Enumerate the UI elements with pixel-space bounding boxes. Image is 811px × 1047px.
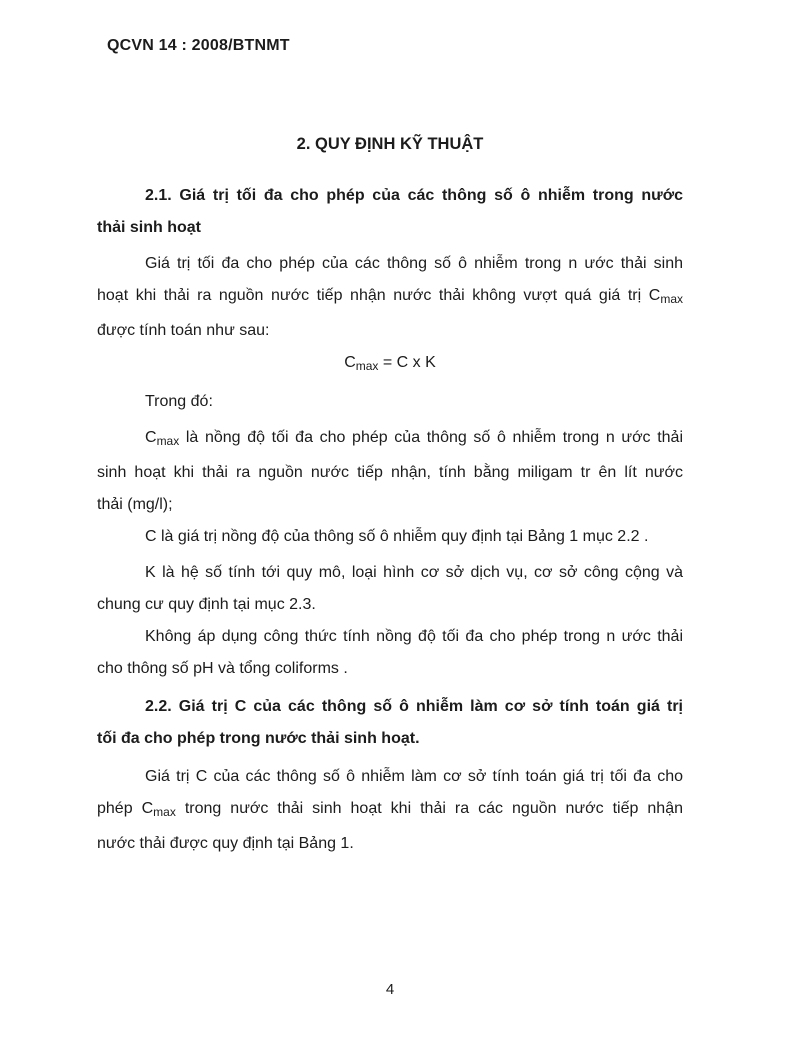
heading-2-2-line-2: tối đa cho phép trong nước thải sinh hoạt.	[97, 730, 420, 747]
where-label: Trong đó:	[145, 393, 213, 410]
text-run: phép C	[97, 800, 154, 817]
paragraph-c-value	[97, 761, 683, 860]
section-title: 2. QUY ĐỊNH KỸ THUẬT	[296, 135, 484, 153]
heading-2-2	[97, 691, 683, 755]
text-line: được tính toán như sau:	[97, 322, 270, 339]
text-line: nước thải được quy định tại Bảng 1.	[97, 835, 354, 852]
cmax-subscript: max	[355, 359, 379, 373]
page-number: 4	[385, 981, 395, 998]
cmax-subscript: max	[153, 805, 176, 819]
heading-2-1	[97, 180, 683, 244]
formula-symbol: C	[344, 354, 356, 371]
heading-2-1-line-2: thải sinh hoạt	[97, 219, 201, 236]
text-line	[97, 280, 683, 315]
text-line: thải (mg/l);	[97, 496, 173, 513]
text-line: cho thông số pH và tổng coliforms .	[97, 660, 348, 677]
formula-expression: = C x K	[378, 354, 436, 371]
paragraph-cmax-definition	[97, 422, 683, 521]
text-line: Giá trị tối đa cho phép của các thông số ô nhiễm trong n ước thải sinh	[145, 255, 683, 272]
heading-2-1-line-1: 2.1. Giá trị tối đa cho phép của các thông số ô nhiễm trong nước	[145, 187, 683, 204]
paragraph-cmax-intro	[97, 248, 683, 347]
cmax-subscript: max	[156, 434, 180, 448]
text-line	[97, 422, 683, 457]
text-run: là nồng độ tối đa cho phép của thông số ô nhiễm trong n ước thải	[179, 429, 683, 446]
cmax-subscript: max	[660, 292, 683, 306]
paragraph-c-definition: C là giá trị nồng độ của thông số ô nhiễm quy định tại Bảng 1 mục 2.2 .	[145, 528, 649, 545]
paragraph-exception-note	[97, 621, 683, 685]
text-line	[97, 793, 683, 828]
text-run: hoạt khi thải ra nguồn nước tiếp nhận nước thải không vượt quá giá trị C	[97, 287, 661, 304]
document-code-header: QCVN 14 : 2008/BTNMT	[107, 37, 290, 54]
formula-cmax	[97, 347, 683, 382]
text-line: Giá trị C của các thông số ô nhiễm làm cơ sở tính toán giá trị tối đa cho	[145, 768, 683, 785]
text-line: K là hệ số tính tới quy mô, loại hình cơ sở dịch vụ, cơ sở công cộng và	[145, 564, 683, 581]
text-run: trong nước thải sinh hoạt khi thải ra các nguồn nước tiếp nhận	[175, 800, 684, 817]
text-line: sinh hoạt khi thải ra nguồn nước tiếp nhận, tính bằng miligam tr ên lít nước	[97, 464, 683, 481]
cmax-symbol: C	[145, 429, 157, 446]
text-line: chung cư quy định tại mục 2.3.	[97, 596, 316, 613]
heading-2-2-line-1: 2.2. Giá trị C của các thông số ô nhiễm làm cơ sở tính toán giá trị	[145, 698, 683, 715]
text-line: Không áp dụng công thức tính nồng độ tối đa cho phép trong n ước thải	[145, 628, 683, 645]
paragraph-k-definition	[97, 557, 683, 621]
